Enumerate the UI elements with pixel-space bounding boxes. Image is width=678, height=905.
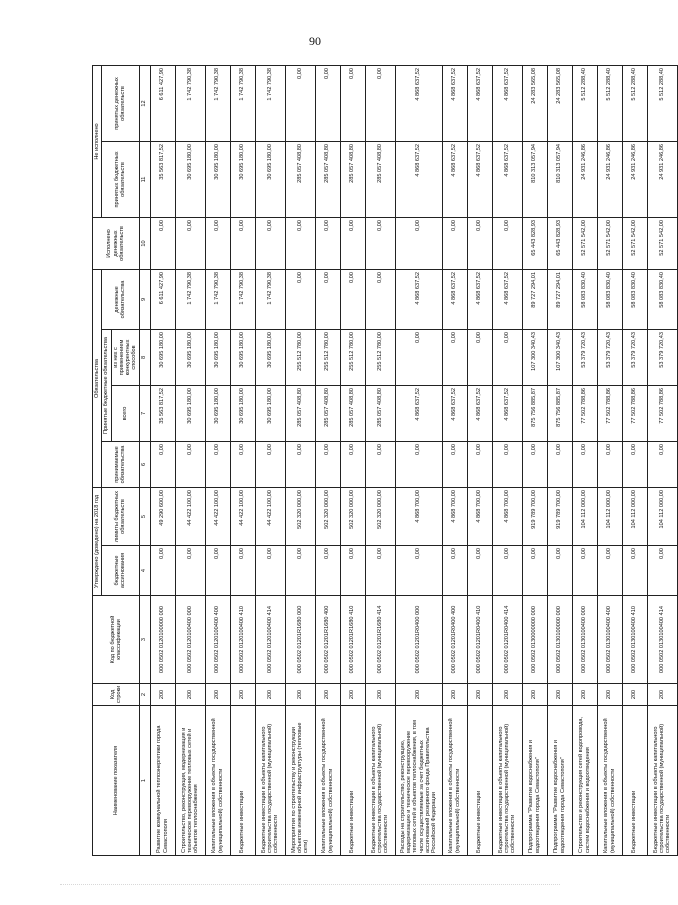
row-assumed: 0,00 [572,441,597,487]
row-limits: 104 112 000,00 [572,487,597,545]
row-unfulfilled-monetary: 4 868 637,52 [492,65,522,141]
row-unfulfilled-budget: 24 931 246,86 [597,141,622,217]
header-obligations-group: Обязательства [93,269,102,487]
row-name: Бюджетные инвестиции [622,706,647,856]
row-unfulfilled-budget: 285 057 408,80 [340,141,365,217]
column-number: 2 [139,684,150,706]
row-assumed: 0,00 [340,441,365,487]
scan-footer-line [60,878,560,885]
column-number: 11 [139,141,150,217]
row-limits: 49 290 600,00 [150,487,175,545]
row-unfulfilled-monetary: 4 868 637,52 [467,65,492,141]
row-budget-code: 000 0502 0120100400 400 [205,596,230,684]
table-row [285,65,315,855]
column-number: 3 [139,596,150,684]
row-limits: 502 320 000,00 [365,487,395,545]
row-monetary: 1 742 790,38 [255,269,285,329]
row-assumed: 0,00 [255,441,285,487]
table-row [395,65,442,855]
row-fulfilled: 52 571 542,00 [597,217,622,269]
column-number-row [139,65,150,855]
row-assumed: 0,00 [522,441,547,487]
row-accepted-competitive: 107 300 340,43 [522,329,547,385]
row-monetary: 0,00 [340,269,365,329]
row-fulfilled: 0,00 [205,217,230,269]
row-unfulfilled-monetary: 1 742 790,38 [255,65,285,141]
row-unfulfilled-budget: 30 695 180,00 [230,141,255,217]
column-number: 10 [139,217,150,269]
row-assumed: 0,00 [467,441,492,487]
header-competitive: из них с применением конкурентных способов [111,329,139,385]
row-budget-code: 000 0502 01201R1680 414 [365,596,395,684]
row-unfulfilled-monetary: 24 283 565,08 [547,65,572,141]
row-name: Бюджетные инвестиции [467,706,492,856]
row-fulfilled: 65 443 828,93 [547,217,572,269]
row-accepted-competitive: 53 379 720,43 [647,329,677,385]
row-budget-allocations: 0,00 [340,546,365,596]
row-monetary: 0,00 [315,269,340,329]
row-unfulfilled-budget: 30 695 180,00 [205,141,230,217]
row-assumed: 0,00 [175,441,205,487]
row-unfulfilled-monetary: 0,00 [365,65,395,141]
row-monetary: 0,00 [285,269,315,329]
row-limits: 4 868 700,00 [395,487,442,545]
column-number: 6 [139,441,150,487]
row-accepted-competitive: 255 512 780,00 [340,329,365,385]
row-unfulfilled-budget: 285 057 408,80 [365,141,395,217]
table-row [522,65,547,855]
row-monetary: 58 083 830,40 [597,269,622,329]
rotated-report-table [92,66,672,856]
row-monetary: 4 868 637,52 [467,269,492,329]
header-accepted-budget-obl: принятых бюджетных обязательств [102,141,139,217]
table-row [150,65,175,855]
row-fulfilled: 0,00 [230,217,255,269]
row-limits: 44 422 100,00 [255,487,285,545]
row-budget-allocations: 0,00 [647,546,677,596]
row-name: Строительство и реконструкция сетей водопровода, систем водоснабжения и водоотведения [572,706,597,856]
row-unfulfilled-monetary: 0,00 [340,65,365,141]
row-unfulfilled-monetary: 5 512 288,40 [597,65,622,141]
row-name: Строительство, реконструкция, модернизация и техническое перевооружение тепловых сетей и объектов теплоснабжения [175,706,205,856]
row-budget-code: 000 0502 0130100400 410 [622,596,647,684]
row-accepted-competitive: 53 379 720,43 [572,329,597,385]
row-accepted-total: 35 563 817,52 [150,385,175,441]
row-unfulfilled-budget: 810 313 057,94 [522,141,547,217]
row-monetary: 6 611 427,90 [150,269,175,329]
row-accepted-total: 77 502 788,86 [647,385,677,441]
row-limits: 104 112 000,00 [597,487,622,545]
column-number: 9 [139,269,150,329]
column-number: 5 [139,487,150,545]
row-accepted-total: 285 057 408,80 [285,385,315,441]
row-assumed: 0,00 [150,441,175,487]
row-budget-code: 000 0502 0130100400 400 [597,596,622,684]
row-name: Подпрограмма "Развитие водоснабжения и водоотведения города Севастополя" [522,706,547,856]
row-limits: 502 320 000,00 [315,487,340,545]
row-fulfilled: 0,00 [340,217,365,269]
row-accepted-total: 285 057 408,80 [365,385,395,441]
column-number: 4 [139,546,150,596]
row-limits: 44 422 100,00 [230,487,255,545]
row-line-code: 200 [255,684,285,706]
row-fulfilled: 0,00 [442,217,467,269]
document-page [92,66,672,856]
row-assumed: 0,00 [230,441,255,487]
row-limits: 4 868 700,00 [442,487,467,545]
row-fulfilled: 0,00 [285,217,315,269]
row-accepted-total: 30 695 180,00 [205,385,230,441]
row-fulfilled: 0,00 [175,217,205,269]
row-unfulfilled-monetary: 4 868 637,52 [442,65,467,141]
row-monetary: 58 083 830,40 [572,269,597,329]
row-budget-allocations: 0,00 [572,546,597,596]
row-accepted-total: 77 502 788,86 [622,385,647,441]
row-unfulfilled-budget: 4 868 637,52 [395,141,442,217]
row-monetary: 4 868 637,52 [395,269,442,329]
row-accepted-total: 30 695 180,00 [230,385,255,441]
row-fulfilled: 0,00 [467,217,492,269]
row-fulfilled: 52 571 542,00 [647,217,677,269]
row-monetary: 58 083 830,40 [647,269,677,329]
row-limits: 104 112 000,00 [647,487,677,545]
row-accepted-total: 875 756 885,87 [547,385,572,441]
row-unfulfilled-budget: 24 931 246,86 [572,141,597,217]
row-accepted-total: 77 502 788,86 [572,385,597,441]
header-line-code: Код строки [93,684,140,706]
row-unfulfilled-budget: 24 931 246,86 [622,141,647,217]
header-accepted-budget: Принятые бюджетные обязательства [102,329,111,441]
row-budget-allocations: 0,00 [492,546,522,596]
table-row [175,65,205,855]
table-row [647,65,677,855]
row-name: Расходы на строительство, реконструкцию, модернизацию и техническое перевооружение тепловых сетей и объектов теплоснабжения, в том числе осуществляемые за счет бюджетных ассигнований резервного фонда Правительства Российской Федерации [395,706,442,856]
row-line-code: 200 [492,684,522,706]
row-budget-code: 000 0502 01201R1680 400 [315,596,340,684]
row-accepted-competitive: 53 379 720,43 [622,329,647,385]
row-line-code: 200 [365,684,395,706]
row-unfulfilled-budget: 4 868 637,52 [442,141,467,217]
row-assumed: 0,00 [395,441,442,487]
row-assumed: 0,00 [285,441,315,487]
row-unfulfilled-monetary: 1 742 790,38 [175,65,205,141]
row-accepted-competitive: 255 512 780,00 [285,329,315,385]
row-fulfilled: 0,00 [150,217,175,269]
row-monetary: 58 083 830,40 [622,269,647,329]
header-monetary: денежные обязательства [102,269,139,329]
row-budget-allocations: 0,00 [522,546,547,596]
row-limits: 919 789 700,00 [522,487,547,545]
row-monetary: 89 727 294,01 [547,269,572,329]
row-accepted-total: 4 868 637,52 [467,385,492,441]
row-name: Мероприятия по строительству и реконструкции объектов инженерной инфраструктуры (тепловые сети) [285,706,315,856]
row-assumed: 0,00 [622,441,647,487]
row-unfulfilled-monetary: 5 512 288,40 [647,65,677,141]
table-row [205,65,230,855]
row-assumed: 0,00 [547,441,572,487]
row-budget-code: 000 0502 0130100000 000 [547,596,572,684]
budget-execution-table [92,65,678,856]
row-name: Капитальные вложения в объекты государственной (муниципальной) собственности [442,706,467,856]
row-unfulfilled-budget: 4 868 637,52 [467,141,492,217]
row-name: Бюджетные инвестиции в объекты капитального строительства государственной (муниципальной) собственности [365,706,395,856]
row-accepted-competitive: 0,00 [442,329,467,385]
row-monetary: 4 868 637,52 [442,269,467,329]
row-line-code: 200 [647,684,677,706]
row-monetary: 0,00 [365,269,395,329]
row-unfulfilled-budget: 810 313 057,94 [547,141,572,217]
row-line-code: 200 [572,684,597,706]
row-limits: 502 320 000,00 [340,487,365,545]
row-monetary: 1 742 790,38 [230,269,255,329]
table-row [492,65,522,855]
row-unfulfilled-monetary: 1 742 790,38 [205,65,230,141]
row-name: Капитальные вложения в объекты государственной (муниципальной) собственности [315,706,340,856]
row-monetary: 4 868 637,52 [492,269,522,329]
row-accepted-total: 77 502 788,86 [597,385,622,441]
row-budget-code: 000 0502 01201R0400 410 [467,596,492,684]
row-unfulfilled-monetary: 0,00 [285,65,315,141]
row-budget-allocations: 0,00 [547,546,572,596]
row-accepted-total: 4 868 637,52 [395,385,442,441]
row-budget-allocations: 0,00 [597,546,622,596]
row-accepted-competitive: 0,00 [395,329,442,385]
row-line-code: 200 [230,684,255,706]
column-number: 1 [139,706,150,856]
row-budget-allocations: 0,00 [365,546,395,596]
header-not-fulfilled: Не исполнено [93,65,102,217]
header-fulfilled: Исполнено денежных обязательств [93,217,140,269]
row-name: Капитальные вложения в объекты государственной (муниципальной) собственности [205,706,230,856]
row-line-code: 200 [547,684,572,706]
row-assumed: 0,00 [597,441,622,487]
table-row [340,65,365,855]
table-row [572,65,597,855]
row-budget-allocations: 0,00 [230,546,255,596]
row-budget-code: 000 0502 0130100400 000 [572,596,597,684]
row-line-code: 200 [395,684,442,706]
row-unfulfilled-monetary: 1 742 790,38 [230,65,255,141]
row-accepted-competitive: 107 300 340,43 [547,329,572,385]
row-fulfilled: 52 571 542,00 [622,217,647,269]
row-unfulfilled-monetary: 24 283 565,08 [522,65,547,141]
row-unfulfilled-budget: 4 868 637,52 [492,141,522,217]
row-budget-code: 000 0502 0120100400 410 [230,596,255,684]
row-line-code: 200 [467,684,492,706]
row-name: Подпрограмма "Развитие водоснабжения и водоотведения города Севастополя" [547,706,572,856]
row-unfulfilled-budget: 35 563 817,52 [150,141,175,217]
column-number: 8 [139,329,150,385]
row-budget-allocations: 0,00 [622,546,647,596]
row-accepted-competitive: 30 695 180,00 [150,329,175,385]
header-name: Наименование показателя [93,706,140,856]
row-limits: 919 789 700,00 [547,487,572,545]
row-budget-allocations: 0,00 [175,546,205,596]
row-line-code: 200 [522,684,547,706]
row-unfulfilled-budget: 30 695 180,00 [255,141,285,217]
row-assumed: 0,00 [442,441,467,487]
row-budget-allocations: 0,00 [315,546,340,596]
header-assumed: принимаемые обязательства [102,441,139,487]
row-line-code: 200 [597,684,622,706]
row-unfulfilled-monetary: 5 512 288,40 [622,65,647,141]
row-unfulfilled-budget: 285 057 408,80 [315,141,340,217]
table-row [622,65,647,855]
row-budget-allocations: 0,00 [285,546,315,596]
table-body [150,65,677,855]
row-limits: 104 112 000,00 [622,487,647,545]
table-row [365,65,395,855]
row-unfulfilled-monetary: 6 611 427,90 [150,65,175,141]
row-name: Развитие коммунальной теплоэнергетики города Севастополя [150,706,175,856]
row-accepted-competitive: 255 512 780,00 [365,329,395,385]
table-row [597,65,622,855]
row-line-code: 200 [175,684,205,706]
row-budget-code: 000 0502 0120100400 414 [255,596,285,684]
row-accepted-competitive: 30 695 180,00 [255,329,285,385]
row-accepted-competitive: 30 695 180,00 [175,329,205,385]
row-accepted-total: 285 057 408,80 [315,385,340,441]
row-unfulfilled-budget: 30 695 180,00 [175,141,205,217]
row-budget-code: 000 0502 0120100000 000 [150,596,175,684]
row-name: Бюджетные инвестиции в объекты капитального строительства государственной (муниципальной) собственности [255,706,285,856]
row-fulfilled: 0,00 [365,217,395,269]
row-accepted-competitive: 0,00 [467,329,492,385]
row-accepted-competitive: 53 379 720,43 [597,329,622,385]
row-line-code: 200 [205,684,230,706]
row-fulfilled: 0,00 [492,217,522,269]
row-limits: 44 422 100,00 [205,487,230,545]
row-budget-code: 000 0502 01201R1680 410 [340,596,365,684]
row-accepted-competitive: 0,00 [492,329,522,385]
row-accepted-competitive: 30 695 180,00 [205,329,230,385]
row-name: Капитальные вложения в объекты государственной (муниципальной) собственности [597,706,622,856]
row-budget-code: 000 0502 01201R0400 400 [442,596,467,684]
row-line-code: 200 [622,684,647,706]
row-assumed: 0,00 [205,441,230,487]
header-budget-code: Код по бюджетной классификации [93,596,140,684]
row-accepted-total: 285 057 408,80 [340,385,365,441]
table-row [230,65,255,855]
row-accepted-total: 4 868 637,52 [442,385,467,441]
row-monetary: 89 727 294,01 [522,269,547,329]
row-name: Бюджетные инвестиции в объекты капитального строительства государственной (муниципальной) собственности [492,706,522,856]
row-accepted-competitive: 255 512 780,00 [315,329,340,385]
row-assumed: 0,00 [647,441,677,487]
row-assumed: 0,00 [492,441,522,487]
row-fulfilled: 0,00 [395,217,442,269]
row-unfulfilled-monetary: 0,00 [315,65,340,141]
row-budget-code: 000 0502 0130000000 000 [522,596,547,684]
row-fulfilled: 0,00 [315,217,340,269]
row-budget-allocations: 0,00 [205,546,230,596]
column-number: 7 [139,385,150,441]
row-name: Бюджетные инвестиции [340,706,365,856]
row-budget-code: 000 0502 01201R1680 000 [285,596,315,684]
row-budget-allocations: 0,00 [442,546,467,596]
row-accepted-total: 875 756 885,87 [522,385,547,441]
row-fulfilled: 65 443 828,93 [522,217,547,269]
header-accepted-monetary-obl: принятых денежных обязательств [102,65,139,141]
row-accepted-total: 30 695 180,00 [255,385,285,441]
row-monetary: 1 742 790,38 [205,269,230,329]
row-budget-allocations: 0,00 [150,546,175,596]
header-total: всего [111,385,139,441]
row-line-code: 200 [285,684,315,706]
page-number: 90 [309,34,321,48]
row-limits: 4 868 700,00 [467,487,492,545]
table-row [467,65,492,855]
row-line-code: 200 [340,684,365,706]
table-row [442,65,467,855]
row-limits: 44 422 100,00 [175,487,205,545]
row-unfulfilled-budget: 285 057 408,80 [285,141,315,217]
row-name: Бюджетные инвестиции в объекты капитального строительства государственной (муниципальной) собственности [647,706,677,856]
column-number: 12 [139,65,150,141]
row-fulfilled: 0,00 [255,217,285,269]
row-assumed: 0,00 [315,441,340,487]
row-unfulfilled-monetary: 4 868 637,52 [395,65,442,141]
table-row [547,65,572,855]
header-approved-group: Утверждено (доведено) на 2018 год [93,487,102,595]
row-unfulfilled-budget: 24 931 246,86 [647,141,677,217]
row-accepted-competitive: 30 695 180,00 [230,329,255,385]
table-row [255,65,285,855]
row-monetary: 1 742 790,38 [175,269,205,329]
row-accepted-total: 30 695 180,00 [175,385,205,441]
header-budget-allocations: бюджетные ассигнования [102,546,139,596]
row-line-code: 200 [315,684,340,706]
row-budget-code: 000 0502 0120100400 000 [175,596,205,684]
row-name: Бюджетные инвестиции [230,706,255,856]
row-fulfilled: 52 571 542,00 [572,217,597,269]
row-line-code: 200 [150,684,175,706]
row-accepted-total: 4 868 637,52 [492,385,522,441]
table-row [315,65,340,855]
header-limits: лимиты бюджетных обязательств [102,487,139,545]
row-limits: 502 320 000,00 [285,487,315,545]
row-line-code: 200 [442,684,467,706]
row-budget-allocations: 0,00 [467,546,492,596]
table-header [93,65,151,855]
row-budget-code: 000 0502 01201R0400 414 [492,596,522,684]
row-limits: 4 868 700,00 [492,487,522,545]
row-budget-code: 000 0502 0130100400 414 [647,596,677,684]
row-assumed: 0,00 [365,441,395,487]
row-budget-code: 000 0502 01201R0400 000 [395,596,442,684]
row-budget-allocations: 0,00 [255,546,285,596]
row-unfulfilled-monetary: 5 512 288,40 [572,65,597,141]
row-budget-allocations: 0,00 [395,546,442,596]
